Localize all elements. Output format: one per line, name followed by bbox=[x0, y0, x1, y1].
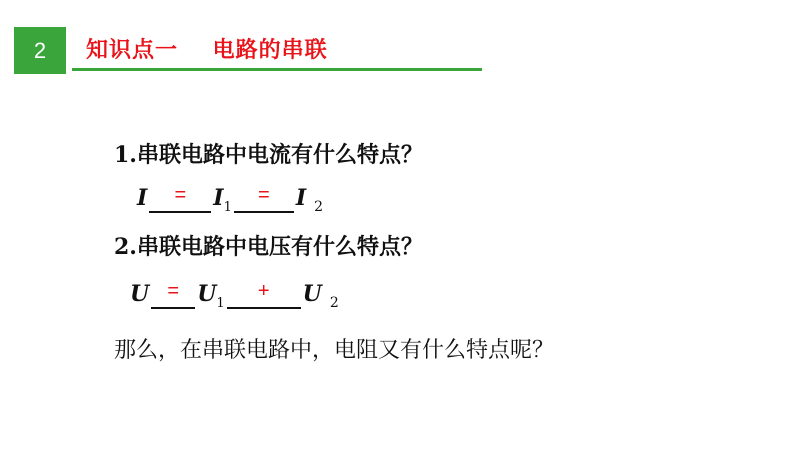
closing-question: 那么，在串联电路中，电阻又有什么特点呢？ bbox=[114, 338, 555, 363]
current-1-symbol: I bbox=[213, 185, 224, 211]
title-underline bbox=[72, 68, 482, 71]
question-2 bbox=[114, 230, 423, 261]
current-blank-2 bbox=[234, 185, 294, 213]
current-blank-1 bbox=[149, 185, 211, 213]
question-1-text: 串联电路中电流有什么特点？ bbox=[136, 143, 423, 168]
voltage-2-subscript: 2 bbox=[329, 295, 339, 311]
voltage-total-symbol: U bbox=[130, 281, 150, 307]
question-2-number: 2. bbox=[114, 234, 137, 260]
voltage-blank-2-answer: + bbox=[257, 280, 270, 302]
current-equation bbox=[137, 185, 323, 217]
question-2-text: 串联电路中电压有什么特点？ bbox=[136, 235, 423, 260]
current-blank-1-answer: = bbox=[174, 184, 187, 206]
current-1-subscript: 1 bbox=[223, 200, 232, 215]
section-title: 知识点一 电路的串联 bbox=[86, 38, 328, 63]
current-total-symbol: I bbox=[137, 185, 148, 211]
question-1-number: 1. bbox=[114, 142, 137, 168]
voltage-blank-2 bbox=[227, 281, 301, 309]
voltage-2-symbol: U bbox=[302, 281, 322, 307]
current-blank-2-answer: = bbox=[258, 184, 270, 206]
voltage-1-symbol: U bbox=[197, 281, 217, 307]
current-2-symbol: I bbox=[295, 185, 307, 211]
voltage-equation bbox=[130, 281, 339, 313]
section-number: 2 bbox=[33, 37, 47, 63]
voltage-blank-1 bbox=[151, 281, 195, 309]
section-number-badge bbox=[14, 27, 66, 74]
voltage-1-subscript: 1 bbox=[216, 296, 225, 311]
voltage-blank-1-answer: = bbox=[167, 280, 180, 302]
current-2-subscript: 2 bbox=[314, 199, 324, 215]
question-1 bbox=[114, 138, 423, 169]
